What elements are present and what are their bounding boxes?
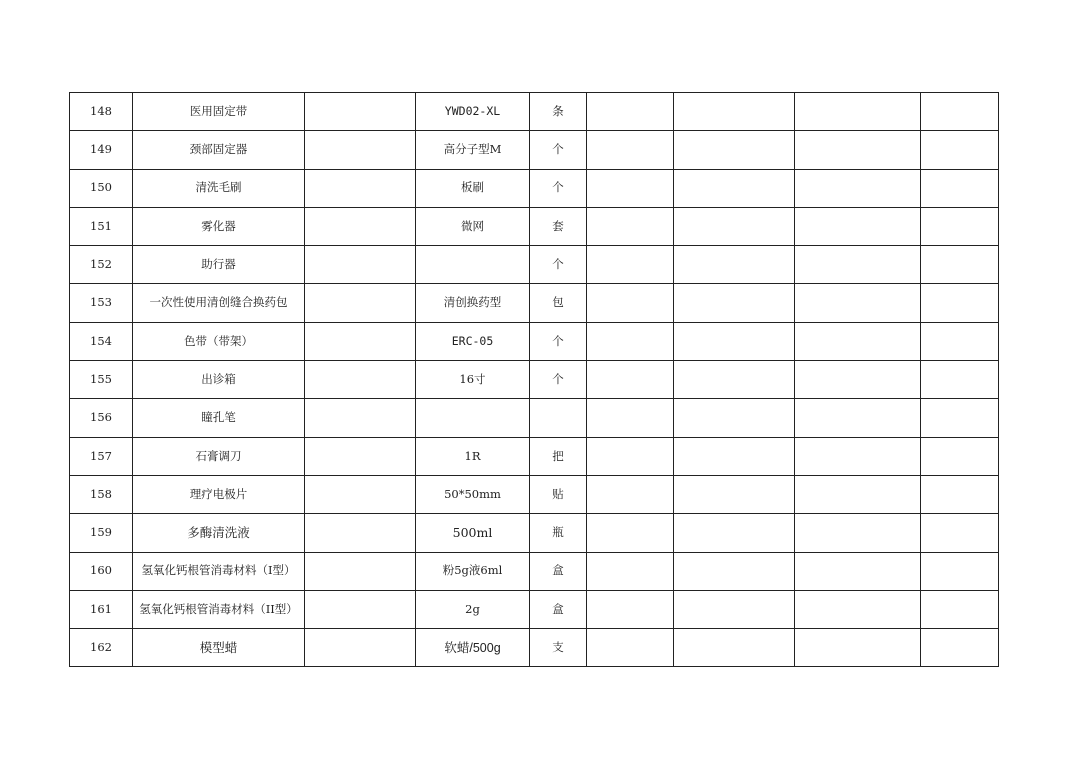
empty-cell [587,246,674,284]
empty-cell [795,514,921,552]
empty-cell [921,590,999,628]
brand-cell [305,590,416,628]
empty-cell [674,322,795,360]
spec-cell: 软蜡/500g [416,629,530,667]
unit-cell: 盒 [530,552,587,590]
empty-cell [587,207,674,245]
brand-cell [305,284,416,322]
table-row [70,514,999,552]
brand-cell [305,475,416,513]
empty-cell [795,322,921,360]
empty-cell [795,590,921,628]
table-row [70,629,999,667]
empty-cell [587,590,674,628]
empty-cell [587,131,674,169]
empty-cell [587,552,674,590]
unit-cell: 条 [530,93,587,131]
spec-cell: 500ml [416,514,530,552]
item-name-cell: 模型蜡 [133,629,305,667]
spec-cell: YWD02-XL [416,93,530,131]
empty-cell [587,399,674,437]
brand-cell [305,93,416,131]
empty-cell [587,93,674,131]
unit-cell: 套 [530,207,587,245]
row-number-cell: 160 [70,552,133,590]
brand-cell [305,169,416,207]
row-number-cell: 157 [70,437,133,475]
empty-cell [921,437,999,475]
row-number-cell: 156 [70,399,133,437]
table-row [70,322,999,360]
empty-cell [921,246,999,284]
empty-cell [674,475,795,513]
row-number-cell: 150 [70,169,133,207]
empty-cell [674,552,795,590]
empty-cell [587,629,674,667]
empty-cell [674,437,795,475]
row-number-cell: 158 [70,475,133,513]
empty-cell [795,284,921,322]
spec-cell: 清创换药型 [416,284,530,322]
empty-cell [795,399,921,437]
table-row [70,207,999,245]
unit-cell: 包 [530,284,587,322]
empty-cell [921,207,999,245]
empty-cell [921,629,999,667]
empty-cell [795,437,921,475]
spec-cell: 粉5g液6ml [416,552,530,590]
item-name-cell: 瞳孔笔 [133,399,305,437]
row-number-cell: 148 [70,93,133,131]
unit-cell: 个 [530,246,587,284]
spec-cell: 高分子型M [416,131,530,169]
row-number-cell: 155 [70,361,133,399]
empty-cell [795,169,921,207]
empty-cell [587,322,674,360]
unit-cell: 贴 [530,475,587,513]
item-name-cell: 理疗电极片 [133,475,305,513]
unit-cell: 个 [530,361,587,399]
table-row [70,131,999,169]
unit-cell: 盒 [530,590,587,628]
empty-cell [921,475,999,513]
spec-cell: 16寸 [416,361,530,399]
spec-cell: 2g [416,590,530,628]
spec-cell: 板刷 [416,169,530,207]
empty-cell [921,361,999,399]
item-name-cell: 雾化器 [133,207,305,245]
brand-cell [305,361,416,399]
unit-cell: 瓶 [530,514,587,552]
empty-cell [587,361,674,399]
item-name-cell: 助行器 [133,246,305,284]
row-number-cell: 154 [70,322,133,360]
empty-cell [921,169,999,207]
empty-cell [587,284,674,322]
spec-cell: 微网 [416,207,530,245]
empty-cell [674,514,795,552]
item-name-cell: 颈部固定器 [133,131,305,169]
item-name-cell: 一次性使用清创缝合换药包 [133,284,305,322]
item-name-cell: 色带（带架） [133,322,305,360]
unit-cell: 个 [530,131,587,169]
empty-cell [795,629,921,667]
empty-cell [795,93,921,131]
empty-cell [674,93,795,131]
brand-cell [305,514,416,552]
item-name-cell: 多酶清洗液 [133,514,305,552]
table-row [70,169,999,207]
empty-cell [795,361,921,399]
brand-cell [305,629,416,667]
unit-cell: 个 [530,169,587,207]
empty-cell [795,475,921,513]
table-row [70,361,999,399]
row-number-cell: 152 [70,246,133,284]
unit-cell: 个 [530,322,587,360]
empty-cell [674,629,795,667]
table-row [70,590,999,628]
table-row [70,475,999,513]
spec-cell: ERC-05 [416,322,530,360]
item-name-cell: 氢氧化钙根管消毒材料（I型） [133,552,305,590]
row-number-cell: 151 [70,207,133,245]
unit-cell: 把 [530,437,587,475]
empty-cell [674,590,795,628]
table-row [70,552,999,590]
spec-cell [416,246,530,284]
empty-cell [587,437,674,475]
empty-cell [587,169,674,207]
row-number-cell: 162 [70,629,133,667]
empty-cell [587,514,674,552]
empty-cell [921,131,999,169]
row-number-cell: 159 [70,514,133,552]
row-number-cell: 161 [70,590,133,628]
empty-cell [795,246,921,284]
brand-cell [305,322,416,360]
item-name-cell: 清洗毛刷 [133,169,305,207]
empty-cell [674,207,795,245]
table-row [70,399,999,437]
empty-cell [674,169,795,207]
spec-cell: 50*50mm [416,475,530,513]
empty-cell [921,284,999,322]
table-row [70,93,999,131]
unit-cell: 支 [530,629,587,667]
empty-cell [795,131,921,169]
empty-cell [674,399,795,437]
empty-cell [674,246,795,284]
table-row [70,246,999,284]
empty-cell [795,552,921,590]
table-row [70,284,999,322]
spec-cell [416,399,530,437]
brand-cell [305,552,416,590]
empty-cell [921,399,999,437]
empty-cell [921,322,999,360]
empty-cell [921,514,999,552]
unit-cell [530,399,587,437]
item-name-cell: 医用固定带 [133,93,305,131]
row-number-cell: 153 [70,284,133,322]
brand-cell [305,246,416,284]
item-table [69,92,999,667]
brand-cell [305,399,416,437]
item-name-cell: 出诊箱 [133,361,305,399]
empty-cell [587,475,674,513]
empty-cell [674,361,795,399]
row-number-cell: 149 [70,131,133,169]
brand-cell [305,437,416,475]
table-body [70,93,999,667]
brand-cell [305,207,416,245]
empty-cell [674,284,795,322]
table-row [70,437,999,475]
spec-cell: 1R [416,437,530,475]
empty-cell [921,93,999,131]
empty-cell [674,131,795,169]
item-name-cell: 石膏调刀 [133,437,305,475]
item-name-cell: 氢氧化钙根管消毒材料（II型） [133,590,305,628]
brand-cell [305,131,416,169]
empty-cell [795,207,921,245]
empty-cell [921,552,999,590]
